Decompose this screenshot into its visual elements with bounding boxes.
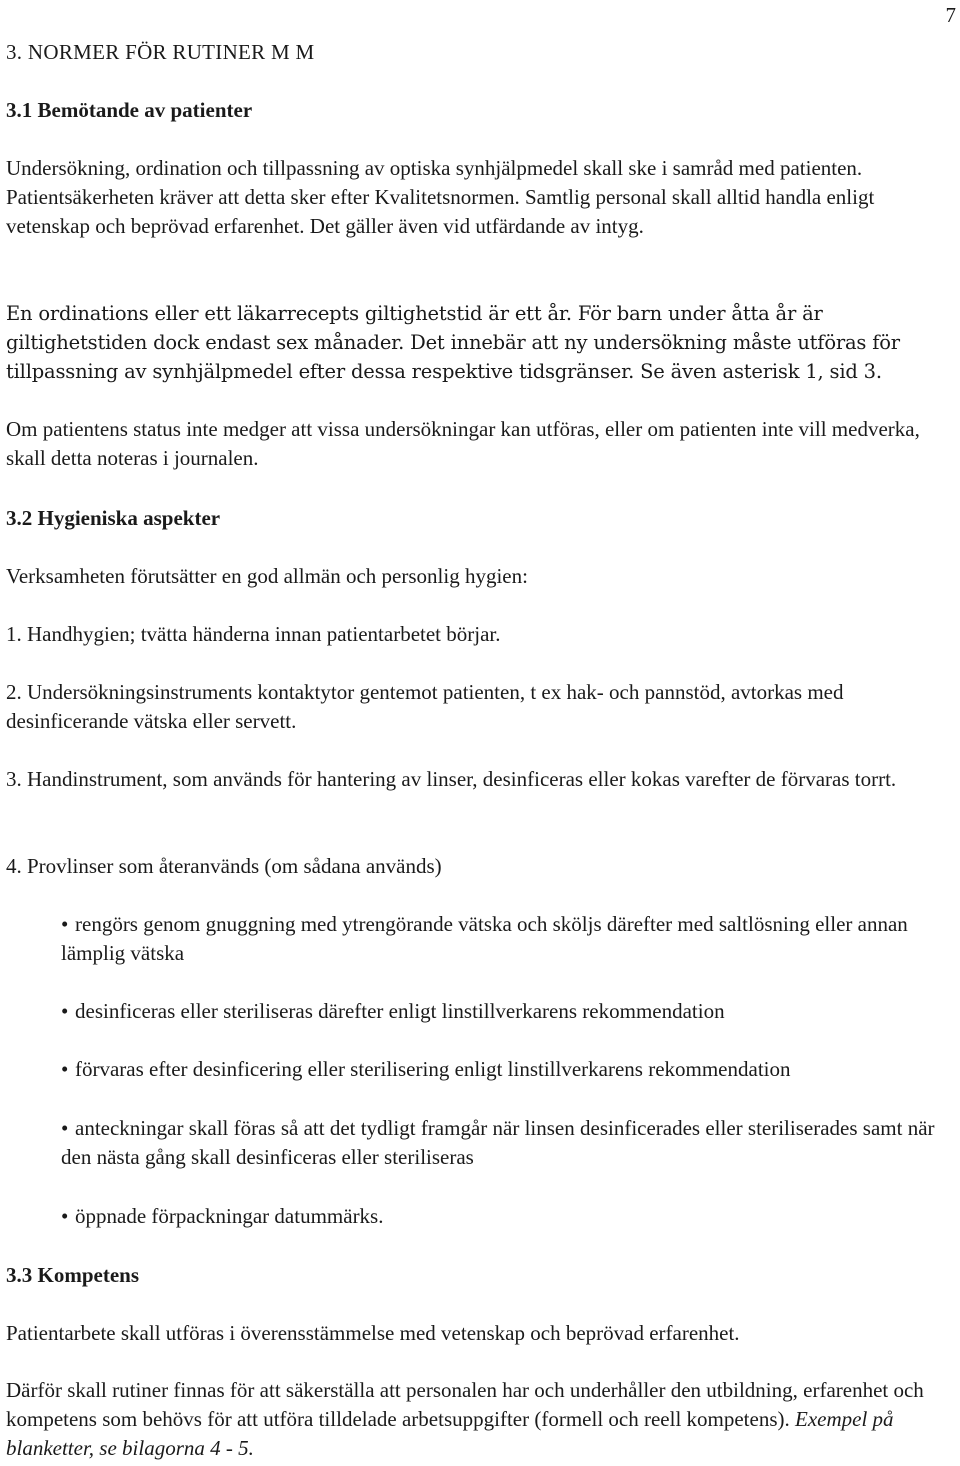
bullet-item: [61, 1055, 956, 1084]
section-heading-bemotande: 3.1 Bemötande av patienter: [6, 98, 253, 122]
paragraph-bemotande-1: Undersökning, ordination och tillpassning av optiska synhjälpmedel skall ske i samråd med patienten. Patientsäkerheten kräver att detta sker efter Kvalitetsnormen. Samtlig personal skall alltid handla enligt vetenskap och beprövad erfarenhet. Det gäller även vid utfärdande av intyg.: [6, 156, 875, 238]
bullet-icon: •: [61, 1116, 69, 1140]
paragraph-bemotande-3: Om patientens status inte medger att vissa undersökningar kan utföras, eller om patienten inte vill medverka, skall detta noteras i journalen.: [6, 417, 920, 470]
bullet-icon: •: [61, 1057, 69, 1081]
paragraph-kompetens-2-italic: Exempel på blanketter, se bilagorna 4 - 5.: [6, 1407, 894, 1460]
list-item-3: 3. Handinstrument, som används för hantering av linser, desinficeras eller kokas varefter de förvaras torrt.: [6, 767, 897, 791]
paragraph-kompetens-1: Patientarbete skall utföras i överensstämmelse med vetenskap och beprövad erfarenhet.: [6, 1321, 740, 1345]
list-item-1: 1. Handhygien; tvätta händerna innan patientarbetet börjar.: [6, 622, 501, 646]
list-item-4: 4. Provlinser som återanvänds (om sådana används): [6, 854, 442, 878]
bullet-item: [61, 1114, 956, 1172]
bullet-icon: •: [61, 1204, 69, 1228]
bullet-icon: •: [61, 999, 69, 1023]
bullet-text: öppnade förpackningar datummärks.: [75, 1204, 384, 1228]
paragraph-kompetens-2-text: Därför skall rutiner finnas för att säkerställa att personalen har och underhåller den utbildning, erfarenhet och kompetens som behövs för att utföra tilldelade arbetsuppgifter (formell och reell kompetens).: [6, 1378, 924, 1431]
paragraph-hygien-intro: Verksamheten förutsätter en god allmän och personlig hygien:: [6, 564, 528, 588]
main-heading: 3. NORMER FÖR RUTINER M M: [6, 40, 315, 64]
paragraph-kompetens-2: [6, 1376, 958, 1463]
bullet-text: desinficeras eller steriliseras därefter enligt linstillverkarens rekommendation: [75, 999, 725, 1023]
bullet-item: [61, 910, 956, 968]
bullet-item: [61, 997, 956, 1026]
bullet-item: [61, 1202, 956, 1231]
bullet-text: anteckningar skall föras så att det tydligt framgår när linsen desinficerades eller steriliserades samt när den nästa gång skall desinficeras eller steriliseras: [61, 1116, 935, 1169]
bullet-text: rengörs genom gnuggning med ytrengörande vätska och sköljs därefter med saltlösning eller annan lämplig vätska: [61, 912, 908, 965]
paragraph-bemotande-2: En ordinations eller ett läkarrecepts giltighetstid är ett år. För barn under åtta år är giltighetstiden dock endast sex månader. Det innebär att ny undersökning måste utföras för tillpassning av synhjälpmedel efter dessa respektive tidsgränser. Se även asterisk 1, sid 3.: [6, 302, 900, 383]
section-heading-kompetens: 3.3 Kompetens: [6, 1263, 139, 1287]
bullet-text: förvaras efter desinficering eller sterilisering enligt linstillverkarens rekommendation: [75, 1057, 791, 1081]
bullet-icon: •: [61, 912, 69, 936]
section-heading-hygien: 3.2 Hygieniska aspekter: [6, 506, 221, 530]
page-number: 7: [945, 3, 956, 27]
list-item-2: 2. Undersökningsinstruments kontaktytor gentemot patienten, t ex hak- och pannstöd, avtorkas med desinficerande vätska eller servett.: [6, 680, 844, 733]
